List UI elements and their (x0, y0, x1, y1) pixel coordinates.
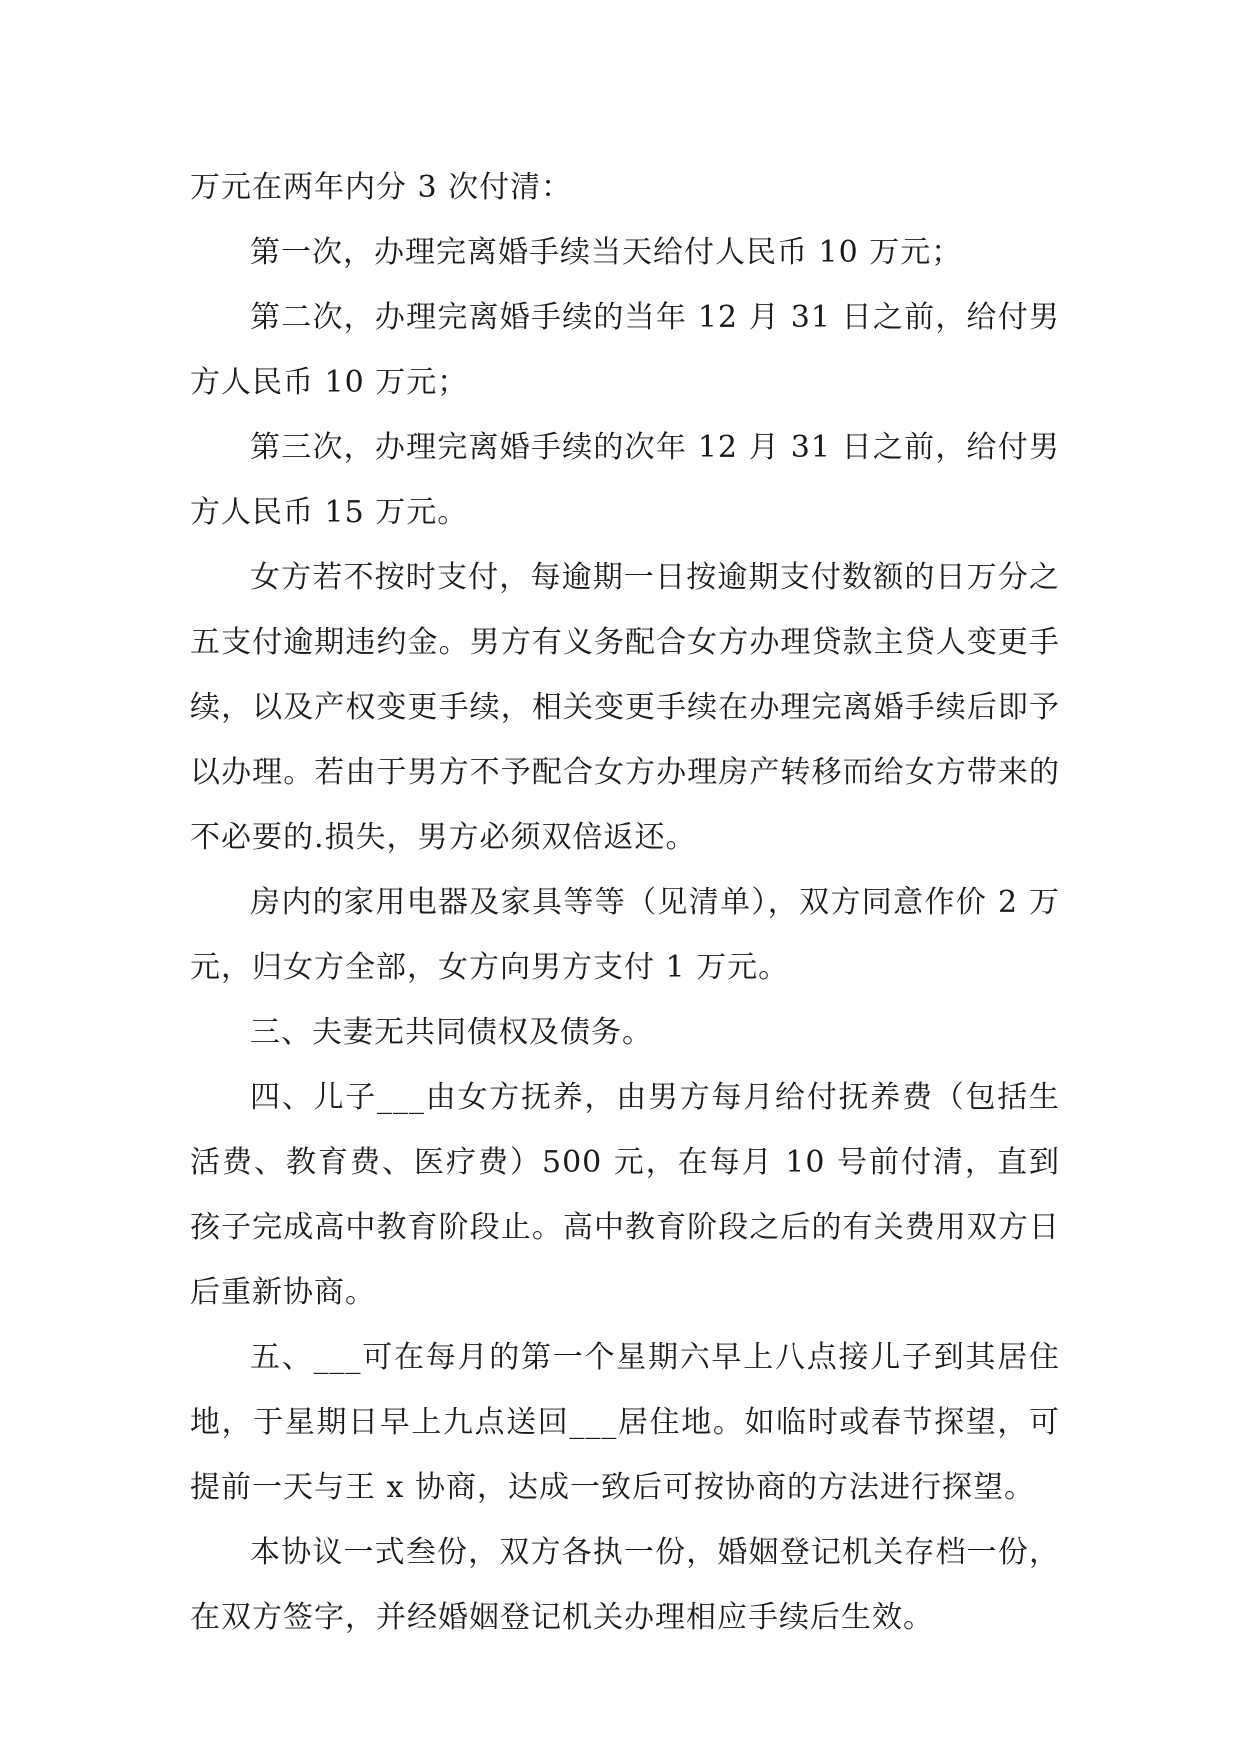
paragraph-late-penalty: 女方若不按时支付，每逾期一日按逾期支付数额的日万分之五支付逾期违约金。男方有义务配合女方办理贷款主贷人变更手续，以及产权变更手续，相关变更手续在办理完离婚手续后即予以办理。若由于男方不予配合女方办理房产转移而给女方带来的不必要的.损失，男方必须双倍返还。 (190, 560, 1060, 855)
paragraph-payment-terms: 万元在两年内分 3 次付清： (190, 170, 573, 205)
paragraph-second-payment: 第二次，办理完离婚手续的当年 12 月 31 日之前，给付男方人民币 10 万元； (190, 300, 1060, 400)
paragraph-third-payment: 第三次，办理完离婚手续的次年 12 月 31 日之前，给付男方人民币 15 万元。 (190, 430, 1060, 530)
paragraph-debts: 三、夫妻无共同债权及债务。 (250, 1015, 653, 1050)
document-body (190, 155, 1060, 1650)
paragraph-child-support: 四、儿子___由女方抚养，由男方每月给付抚养费（包括生活费、教育费、医疗费）500 元，在每月 10 号前付清，直到孩子完成高中教育阶段止。高中教育阶段之后的有关费用双方日后重新协商。 (190, 1080, 1060, 1310)
paragraph-appliances: 房内的家用电器及家具等等（见清单），双方同意作价 2 万元，归女方全部，女方向男方支付 1 万元。 (190, 885, 1060, 985)
paragraph-visitation: 五、___可在每月的第一个星期六早上八点接儿子到其居住地，于星期日早上九点送回___居住地。如临时或春节探望，可提前一天与王 x 协商，达成一致后可按协商的方法进行探望。 (190, 1340, 1060, 1505)
paragraph-first-payment: 第一次，办理完离婚手续当天给付人民币 10 万元； (250, 235, 963, 270)
paragraph-copies-effective: 本协议一式叁份，双方各执一份，婚姻登记机关存档一份，在双方签字，并经婚姻登记机关办理相应手续后生效。 (190, 1535, 1060, 1635)
